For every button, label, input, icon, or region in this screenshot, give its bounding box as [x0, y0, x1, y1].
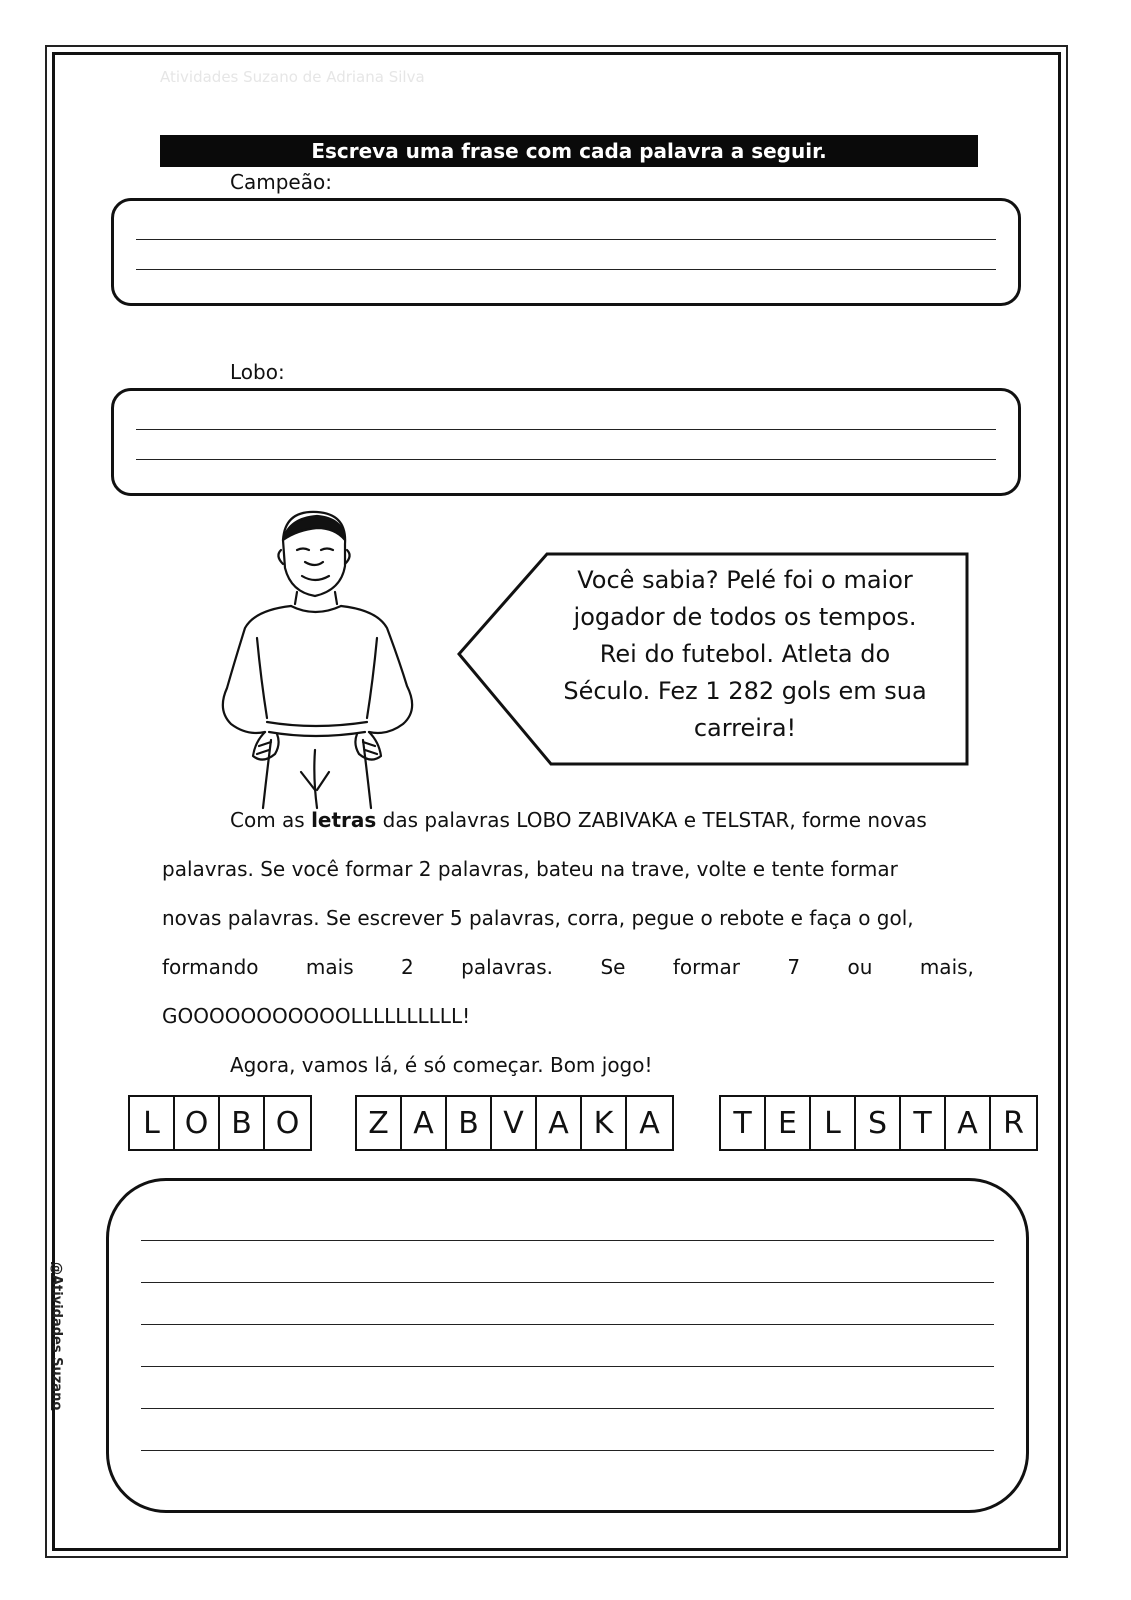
- letter-cell: B: [220, 1097, 265, 1149]
- fact-line: Século. Fez 1 282 gols em sua: [563, 677, 927, 705]
- letter-cell: T: [901, 1097, 946, 1149]
- writing-line: [141, 1282, 994, 1283]
- letter-cell: A: [537, 1097, 582, 1149]
- letter-cell: O: [275, 1105, 300, 1141]
- writing-line: [141, 1408, 994, 1409]
- letter-cell: Z: [357, 1097, 402, 1149]
- closing-line: Agora, vamos lá, é só começar. Bom jogo!: [230, 1053, 653, 1077]
- text: Com as: [230, 808, 312, 832]
- fact-line: carreira!: [693, 714, 797, 742]
- word: formar: [672, 955, 740, 979]
- writing-line: [136, 269, 996, 270]
- letter-boxes-zabvaka: [355, 1095, 674, 1151]
- fact-line: Você sabia? Pelé foi o maior: [577, 566, 913, 594]
- word-label-campeao: Campeão:: [230, 170, 332, 194]
- writing-line: [141, 1450, 994, 1451]
- word: Se: [600, 955, 626, 979]
- fact-line: jogador de todos os tempos.: [573, 603, 917, 631]
- word: formando: [162, 955, 259, 979]
- activity-line-1: [230, 808, 974, 832]
- word: palavras.: [461, 955, 554, 979]
- writing-line: [136, 429, 996, 430]
- activity-line-2: palavras. Se você formar 2 palavras, bateu na trave, volte e tente formar: [162, 857, 898, 881]
- instruction-title: Escreva uma frase com cada palavra a seguir.: [160, 135, 978, 167]
- new-words-answer-box[interactable]: [106, 1178, 1029, 1513]
- writing-line: [136, 239, 996, 240]
- pele-illustration: [205, 510, 450, 810]
- word: mais,: [919, 955, 974, 979]
- activity-line-4: [162, 955, 974, 979]
- letter-cell: V: [492, 1097, 537, 1149]
- letter-cell: T: [721, 1097, 766, 1149]
- bold-word: letras: [311, 808, 377, 832]
- writing-line: [141, 1366, 994, 1367]
- letter-cell: O: [175, 1097, 220, 1149]
- letter-cell: E: [766, 1097, 811, 1149]
- letter-boxes-lobo: [128, 1095, 312, 1151]
- writing-line: [141, 1324, 994, 1325]
- letter-cell: R: [1003, 1105, 1024, 1141]
- letter-cell: K: [582, 1097, 627, 1149]
- activity-line-5: GOOOOOOOOOOOLLLLLLLLLL!: [162, 1004, 471, 1028]
- activity-line-3: novas palavras. Se escrever 5 palavras, corra, pegue o rebote e faça o gol,: [162, 906, 914, 930]
- letter-cell: A: [946, 1097, 991, 1149]
- letter-cell: A: [402, 1097, 447, 1149]
- letter-cell: A: [639, 1105, 660, 1141]
- word: 2: [401, 955, 414, 979]
- letter-cell: B: [447, 1097, 492, 1149]
- letter-cell: L: [130, 1097, 175, 1149]
- word: 7: [787, 955, 801, 979]
- writing-line: [141, 1240, 994, 1241]
- letter-cell: S: [856, 1097, 901, 1149]
- fact-text: [545, 562, 945, 747]
- answer-box-lobo[interactable]: [111, 388, 1021, 496]
- word-label-lobo: Lobo:: [230, 360, 285, 384]
- word: mais: [305, 955, 354, 979]
- side-credit: @Atividades Suzano: [49, 1262, 64, 1411]
- letter-boxes-telstar: [719, 1095, 1038, 1151]
- fact-line: Rei do futebol. Atleta do: [599, 640, 891, 668]
- letter-cell: L: [811, 1097, 856, 1149]
- watermark: Atividades Suzano de Adriana Silva: [160, 68, 425, 86]
- writing-line: [136, 459, 996, 460]
- answer-box-campeao[interactable]: [111, 198, 1021, 306]
- word: ou: [847, 955, 873, 979]
- text: das palavras LOBO ZABIVAKA e TELSTAR, forme novas: [376, 808, 927, 832]
